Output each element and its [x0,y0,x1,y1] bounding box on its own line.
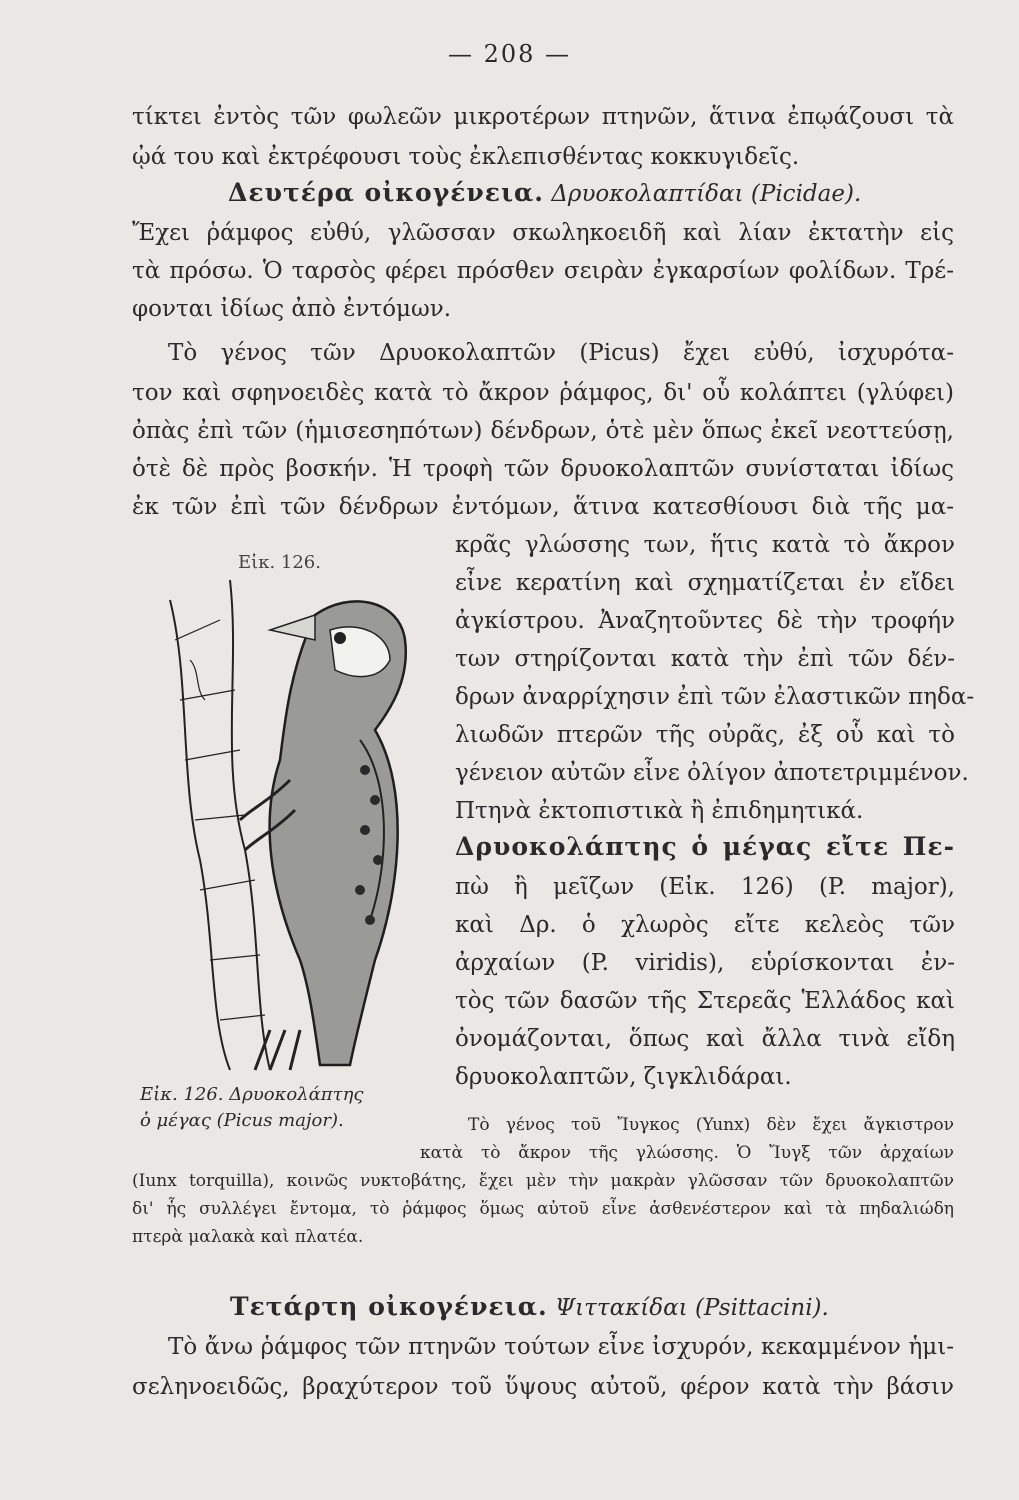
small-text-line: πτερὰ μαλακὰ καὶ πλατέα. [132,1227,364,1247]
text-line: καὶ Δρ. ὁ χλωρὸς εἴτε κελεὸς τῶν [455,912,955,938]
small-text-line: (Iunx torquilla), κοινῶς νυκτοβάτης, ἔχει μὲν τὴν μακρὰν γλῶσσαν τῶν δρυοκολαπτῶν [132,1171,954,1191]
text-line: Τὸ γένος τῶν Δρυοκολαπτῶν (Picus) ἔχει εὐθύ, ἰσχυρότα- [168,340,954,366]
woodpecker-illustration [160,560,450,1080]
text-line: δρυοκολαπτῶν, ζιγκλιδάραι. [455,1064,792,1090]
figure-caption-line: Εἰκ. 126. Δρυοκολάπτης [140,1084,364,1105]
text-line: Τὸ ἄνω ῥάμφος τῶν πτηνῶν τούτων εἶνε ἰσχυρόν, κεκαμμένον ἡμι- [168,1334,954,1360]
figure-label: Εἰκ. 126. [238,552,321,573]
family-heading: Δευτέρα οἰκογένεια. [228,178,544,207]
text-line: κρᾶς γλώσσης των, ἥτις κατὰ τὸ ἄκρον [455,532,955,558]
text-line: τὰ πρόσω. Ὁ ταρσὸς φέρει πρόσθεν σειρὰν ἐγκαρσίων φολίδων. Τρέ- [132,258,954,284]
text-line: πὼ ἢ μεῖζων (Εἰκ. 126) (P. major), [455,874,955,900]
section-heading [230,1290,829,1325]
text-line: ἀγκίστρου. Ἀναζητοῦντες δὲ τὴν τροφήν [455,608,955,634]
text-line: φονται ἰδίως ἀπὸ ἐντόμων. [132,296,452,322]
text-line: ᾠά του καὶ ἐκτρέφουσι τοὺς ἐκλεπισθέντας κοκκυγιδεῖς. [132,144,800,170]
text-line: τον καὶ σφηνοειδὲς κατὰ τὸ ἄκρον ῥάμφος, δι' οὗ κολάπτει (γλύφει) [132,380,954,406]
text-line: ἀρχαίων (P. viridis), εὑρίσκονται ἐν- [455,950,955,976]
family-latin: Δρυοκολαπτίδαι (Picidae). [551,181,862,207]
page-number: — 208 — [447,40,572,68]
species-line: Δρυοκολάπτης ὁ μέγας εἴτε Πε- [455,832,955,861]
text-line: Πτηνὰ ἐκτοπιστικὰ ἢ ἐπιδημητικά. [455,798,864,824]
small-text-line: κατὰ τὸ ἄκρον τῆς γλώσσης. Ὁ Ἴυγξ τῶν ἀρχαίων [420,1143,954,1163]
family-latin: Ψιττακίδαι (Psittacini). [554,1295,829,1321]
text-line: σεληνοειδῶς, βραχύτερον τοῦ ὕψους αὐτοῦ, φέρον κατὰ τὴν βάσιν [132,1374,954,1400]
section-heading [228,176,861,211]
figure-caption-line: ὁ μέγας (Picus major). [140,1110,344,1131]
text-line: τὸς τῶν δασῶν τῆς Στερεᾶς Ἑλλάδος καὶ [455,988,955,1014]
small-text-line: δι' ἧς συλλέγει ἔντομα, τὸ ῥάμφος ὅμως αὐτοῦ εἶνε ἀσθενέστερον καὶ τὰ πηδαλιώδη [132,1199,954,1219]
small-text-line: Τὸ γένος τοῦ Ἴυγκος (Yunx) δὲν ἔχει ἄγκιστρον [468,1115,954,1135]
text-line: ὁτὲ δὲ πρὸς βοσκήν. Ἡ τροφὴ τῶν δρυοκολαπτῶν συνίσταται ἰδίως [132,456,954,482]
text-line: Ἔχει ῥάμφος εὐθύ, γλῶσσαν σκωληκοειδῆ καὶ λίαν ἐκτατὴν εἰς [132,220,954,246]
text-line: τίκτει ἐντὸς τῶν φωλεῶν μικροτέρων πτηνῶν, ἅτινα ἐπῳάζουσι τὰ [132,104,954,130]
text-line: γένειον αὐτῶν εἶνε ὀλίγον ἀποτετριμμένον. [455,760,969,786]
family-heading: Τετάρτη οἰκογένεια. [230,1292,548,1321]
text-line: δρων ἀναρρίχησιν ἐπὶ τῶν ἐλαστικῶν πηδα- [455,684,975,710]
text-line: ἐκ τῶν ἐπὶ τῶν δένδρων ἐντόμων, ἅτινα κατεσθίουσι διὰ τῆς μα- [132,494,954,520]
text-line: ὀνομάζονται, ὅπως καὶ ἄλλα τινὰ εἴδη [455,1026,955,1052]
text-line: των στηρίζονται κατὰ τὴν ἐπὶ τῶν δέν- [455,646,955,672]
text-line: εἶνε κερατίνη καὶ σχηματίζεται ἐν εἴδει [455,570,955,596]
text-line: ὀπὰς ἐπὶ τῶν (ἡμισεσηπότων) δένδρων, ὁτὲ μὲν ὅπως ἐκεῖ νεοττεύσῃ, [132,418,954,444]
text-line: λιωδῶν πτερῶν τῆς οὐρᾶς, ἐξ οὗ καὶ τὸ [455,722,955,748]
